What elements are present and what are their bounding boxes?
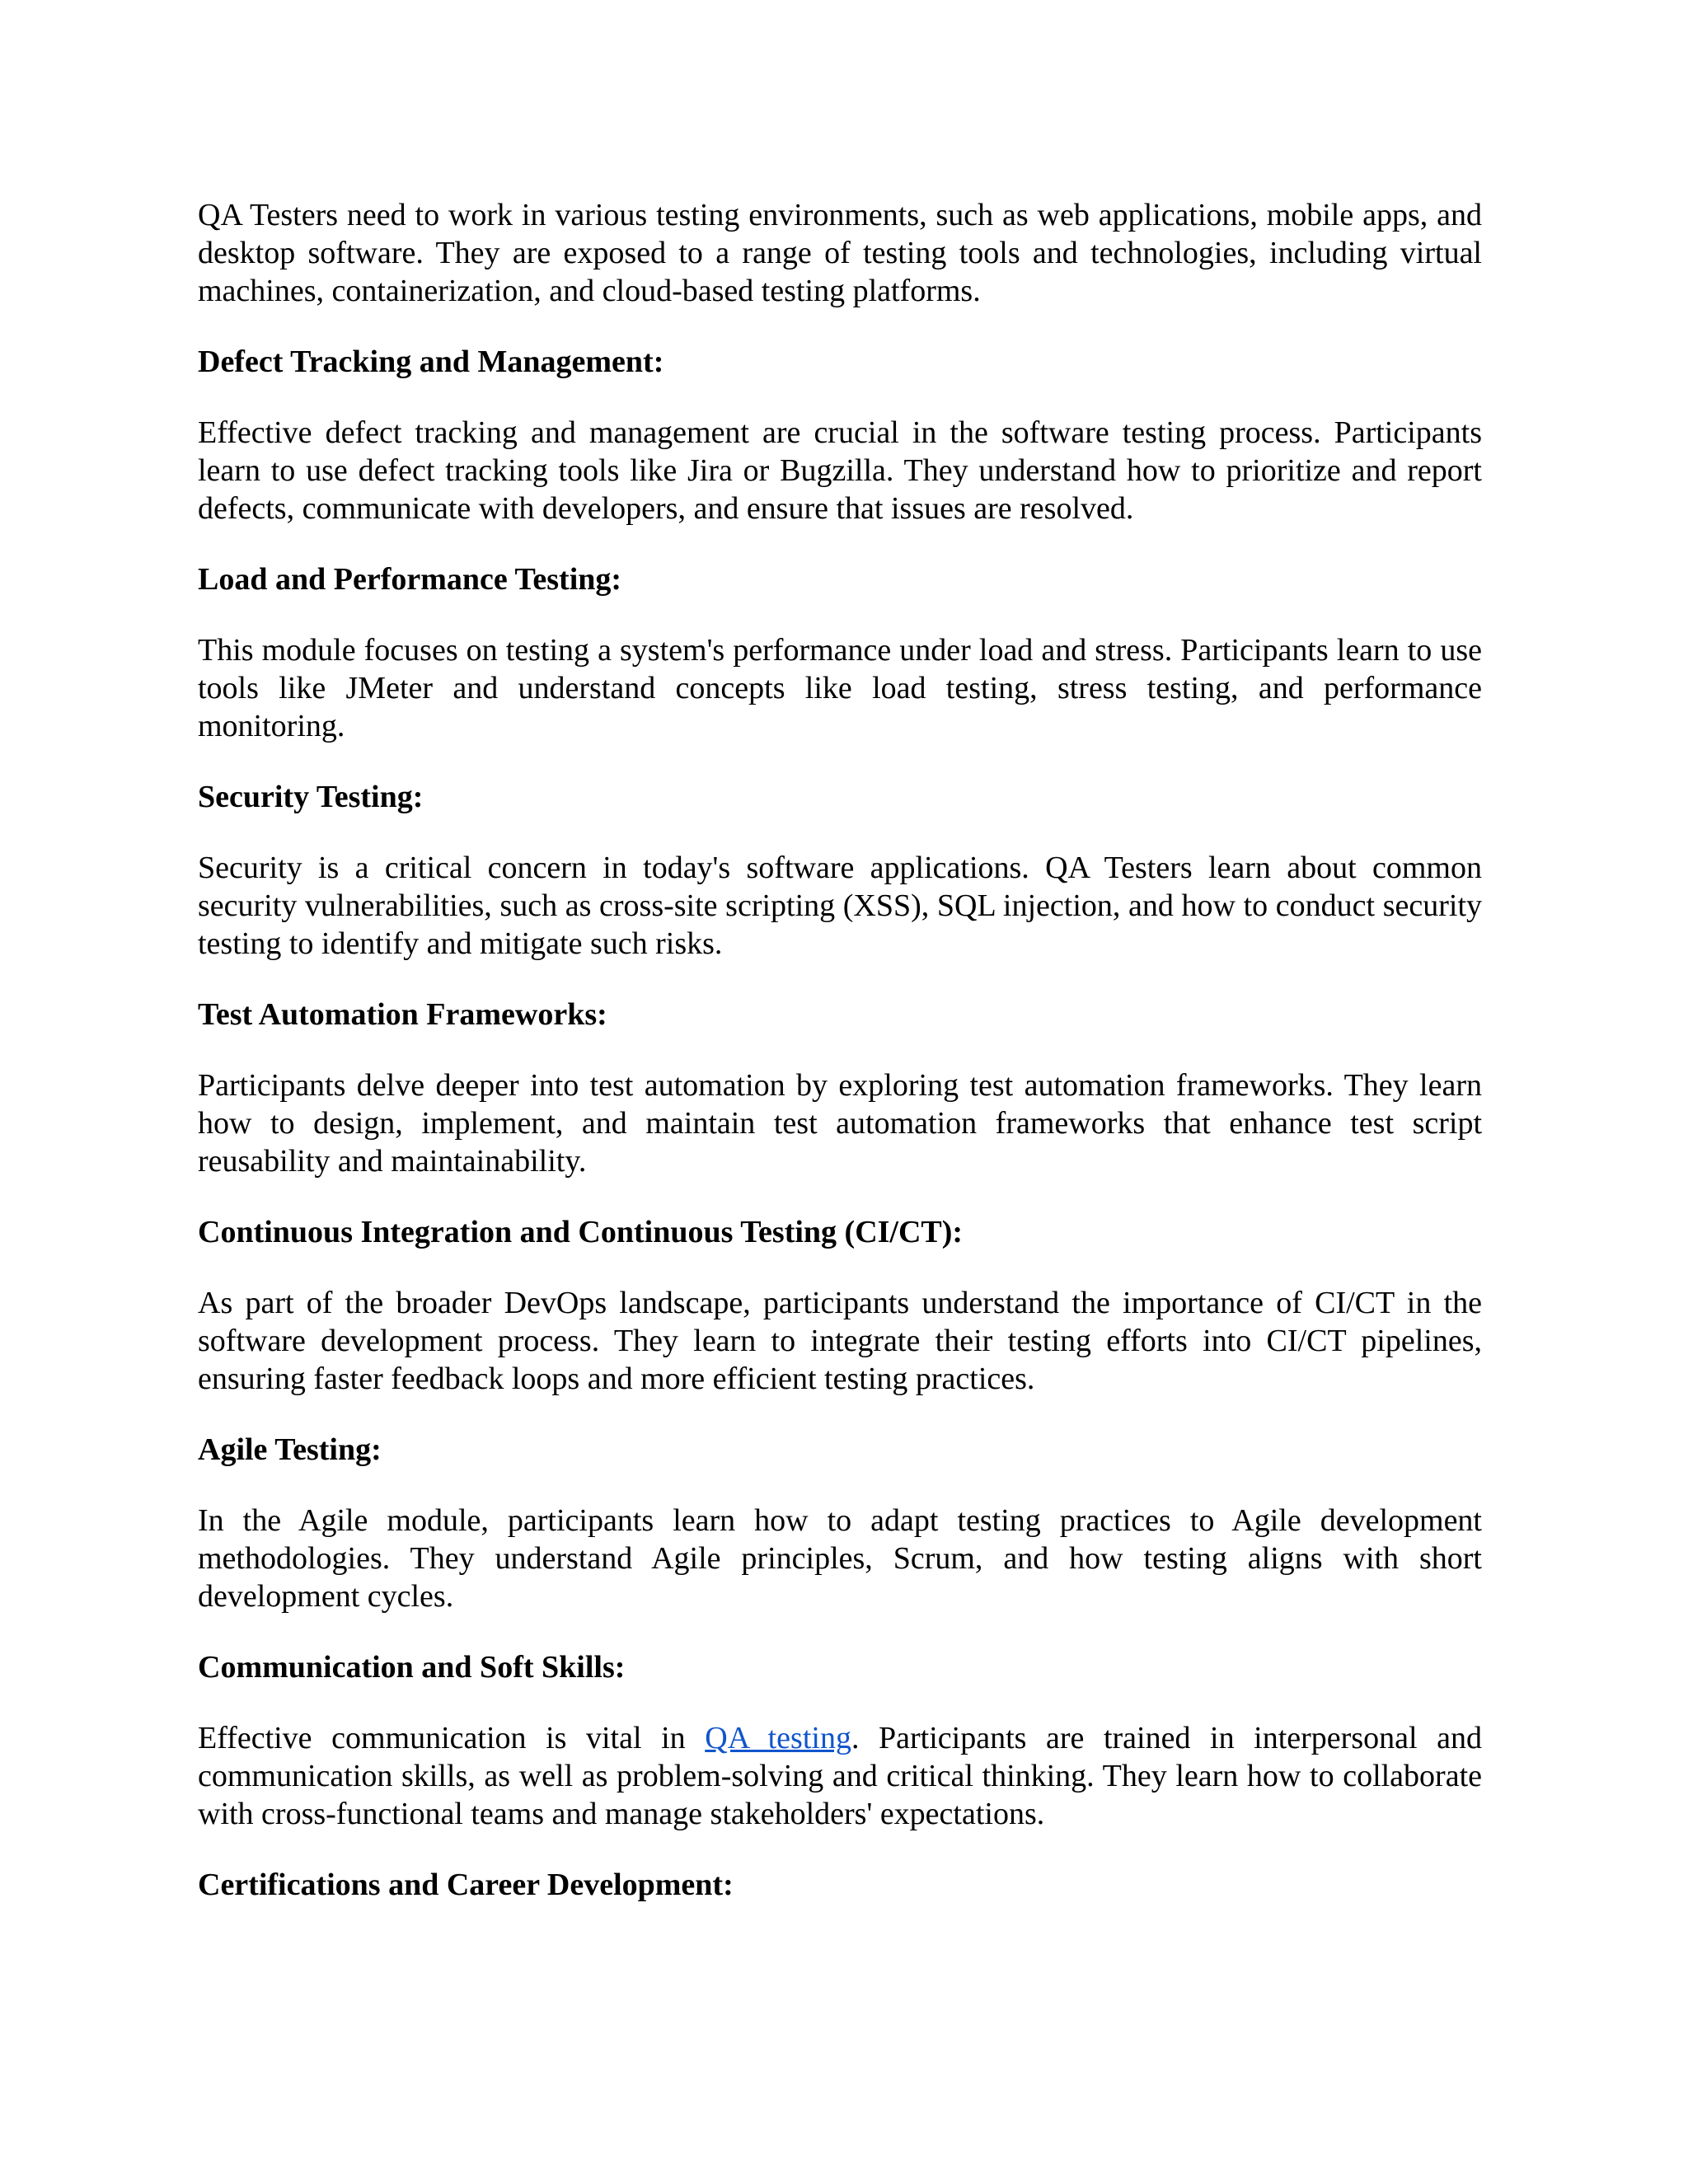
qa-testing-link[interactable]: QA testing <box>705 1721 851 1755</box>
heading-defect-tracking: Defect Tracking and Management: <box>198 344 664 379</box>
paragraph-agile-testing: In the Agile module, participants learn how to adapt testing practices to Agile development methodologies. They understand Agile principles, Scrum, and how testing aligns with short development cycles. <box>198 1503 1482 1614</box>
paragraph-communication <box>198 1719 1482 1833</box>
heading-agile-testing: Agile Testing: <box>198 1432 382 1467</box>
heading-test-automation: Test Automation Frameworks: <box>198 997 607 1032</box>
paragraph-test-automation: Participants delve deeper into test automation by exploring test automation frameworks. They learn how to design, implement, and maintain test automation frameworks that enhance test script reusability and maintainability. <box>198 1068 1482 1179</box>
paragraph-defect-tracking: Effective defect tracking and management are crucial in the software testing process. Participants learn to use defect tracking tools like Jira or Bugzilla. They understand how to prioritize and report defects, communicate with developers, and ensure that issues are resolved. <box>198 415 1482 526</box>
communication-text-before-link: Effective communication is vital in <box>198 1721 706 1755</box>
heading-load-performance: Load and Performance Testing: <box>198 562 622 597</box>
document-body <box>198 196 1482 1937</box>
heading-certifications: Certifications and Career Development: <box>198 1868 734 1902</box>
heading-ci-ct: Continuous Integration and Continuous Testing (CI/CT): <box>198 1215 964 1249</box>
paragraph-security-testing: Security is a critical concern in today's software applications. QA Testers learn about common security vulnerabilities, such as cross-site scripting (XSS), SQL injection, and how to conduct security testing to identify and mitigate such risks. <box>198 851 1482 961</box>
paragraph-ci-ct: As part of the broader DevOps landscape, participants understand the importance of CI/CT in the software development process. They learn to integrate their testing efforts into CI/CT pipelines, ensuring faster feedback loops and more efficient testing practices. <box>198 1286 1482 1396</box>
heading-security-testing: Security Testing: <box>198 780 424 814</box>
communication-text-after-link: . Participants are trained in interpersonal and communication skills, as well as problem-solving and critical thinking. They learn how to collaborate with cross-functional teams and manage stakeholders' expectations. <box>198 1721 1482 1831</box>
paragraph-load-performance: This module focuses on testing a system's performance under load and stress. Participants learn to use tools like JMeter and understand concepts like load testing, stress testing, and performance monitoring. <box>198 633 1482 743</box>
intro-paragraph: QA Testers need to work in various testing environments, such as web applications, mobile apps, and desktop software. They are exposed to a range of testing tools and technologies, including virtual machines, containerization, and cloud-based testing platforms. <box>198 198 1482 308</box>
heading-communication: Communication and Soft Skills: <box>198 1650 626 1685</box>
